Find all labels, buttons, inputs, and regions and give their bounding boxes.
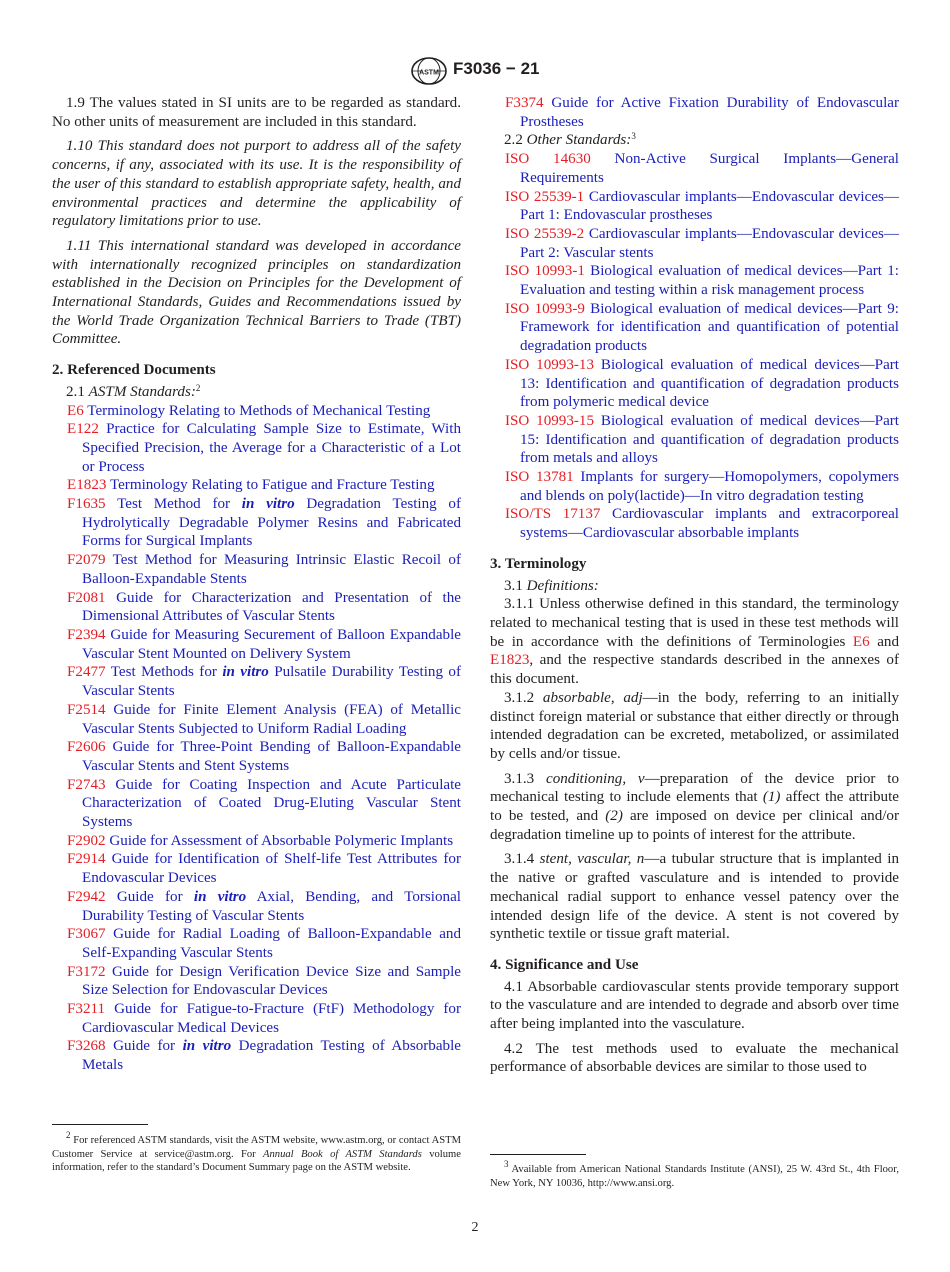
section-4-heading: 4. Significance and Use bbox=[490, 956, 639, 973]
reference-title[interactable]: Practice for Calculating Sample Size to Estimate, With Specified Precision, the Average for a Characteristic of a Lot or Process bbox=[82, 421, 461, 475]
reference-title[interactable]: Guide for Coating Inspection and Acute Particulate Characterization of Coated Drug-Eluting Vascular Stent Systems bbox=[82, 776, 461, 831]
reference-item[interactable] bbox=[52, 1037, 461, 1074]
paragraph-3-1-4: 3.1.4 stent, vascular, n—a tubular structure that is implanted in the native or grafted vasculature and is intended to provide mechanical radial support to enhance vessel patency over the intended design life of the device. A stent is not covered by synthetic textile or tissue graft material. bbox=[490, 851, 899, 943]
reference-item[interactable] bbox=[490, 300, 899, 356]
paragraph-4-1: 4.1 Absorbable cardiovascular stents provide temporary support to the vasculature and are intended to degrade and absorb over time after being implanted into the vasculature. bbox=[490, 978, 899, 1033]
reference-title[interactable]: Guide for Fatigue-to-Fracture (FtF) Methodology for Cardiovascular Medical Devices bbox=[82, 1001, 461, 1036]
reference-code[interactable]: E6 bbox=[67, 402, 84, 419]
reference-code[interactable]: ISO 10993-13 bbox=[505, 356, 595, 373]
page-header bbox=[0, 58, 950, 82]
reference-code[interactable]: ISO/TS 17137 bbox=[505, 506, 601, 523]
footnote-3: $^3$ Available from American National Standards Institute (ANSI), 25 W. 43rd St., 4th Floor, New York, NY 10036, http://www.ansi.org. bbox=[490, 1159, 899, 1189]
reference-code[interactable]: E122 bbox=[67, 421, 99, 438]
reference-code[interactable]: F3067 bbox=[67, 926, 106, 943]
reference-code[interactable]: F2514 bbox=[67, 701, 106, 718]
reference-item[interactable] bbox=[52, 776, 461, 832]
reference-title[interactable]: Guide for Finite Element Analysis (FEA) of Metallic Vascular Stents Subjected to Uniform Radial Loading bbox=[82, 701, 461, 737]
reference-title[interactable]: Guide for Measuring Securement of Balloon Expandable Vascular Stent Mounted on Delivery System bbox=[82, 626, 461, 662]
reference-code[interactable]: ISO 25539-1 bbox=[505, 188, 585, 205]
reference-code[interactable]: F1635 bbox=[67, 496, 106, 513]
reference-code[interactable]: F2914 bbox=[67, 851, 106, 868]
reference-code[interactable]: F3211 bbox=[67, 1001, 106, 1018]
reference-item[interactable] bbox=[52, 925, 461, 962]
reference-title[interactable]: Terminology Relating to Fatigue and Fracture Testing bbox=[109, 477, 435, 494]
reference-item[interactable] bbox=[490, 468, 899, 505]
svg-text:ASTM: ASTM bbox=[419, 69, 439, 77]
reference-title[interactable]: Guide for Radial Loading of Balloon-Expandable and Self-Expanding Vascular Stents bbox=[82, 926, 461, 961]
reference-item[interactable] bbox=[52, 663, 461, 700]
paragraph-3-1-3: 3.1.3 conditioning, v—preparation of the device prior to mechanical testing to include elements that (1) affect the attribute to be tested, and (2) are imposed on device per clinical and/or degradation timeline up to points of interest for the attribute. bbox=[490, 770, 900, 843]
standard-designation: F3036 − 21 bbox=[453, 59, 540, 78]
reference-item[interactable] bbox=[52, 476, 461, 495]
reference-item[interactable] bbox=[490, 412, 899, 468]
reference-title[interactable]: Guide for in vitro Axial, Bending, and Torsional Durability Testing of Vascular Stents bbox=[82, 888, 461, 924]
reference-item[interactable] bbox=[490, 150, 899, 187]
astm-reference-list bbox=[52, 402, 461, 1075]
right-column bbox=[490, 94, 899, 1077]
reference-item[interactable] bbox=[490, 505, 899, 542]
reference-title[interactable]: Biological evaluation of medical devices—Part 9: Framework for identification and quantification of potential degradation products bbox=[520, 300, 899, 355]
reference-item[interactable] bbox=[490, 262, 899, 299]
reference-item[interactable] bbox=[52, 402, 461, 421]
left-column bbox=[52, 94, 461, 1075]
reference-item[interactable]: F3374 Guide for Active Fixation Durability of Endovascular Prostheses bbox=[505, 95, 899, 130]
reference-code[interactable]: F2606 bbox=[67, 739, 106, 756]
reference-code[interactable]: ISO 10993-1 bbox=[505, 263, 585, 280]
reference-code[interactable]: F2902 bbox=[67, 832, 106, 849]
reference-title[interactable]: Test Methods for in vitro Pulsatile Durability Testing of Vascular Stents bbox=[82, 664, 461, 700]
reference-item[interactable] bbox=[52, 626, 461, 663]
reference-title[interactable]: Guide for Identification of Shelf-life Test Attributes for Endovascular Devices bbox=[82, 851, 461, 887]
reference-code[interactable]: ISO 10993-15 bbox=[505, 412, 595, 429]
reference-title[interactable]: Test Method for Measuring Intrinsic Elastic Recoil of Balloon-Expandable Stents bbox=[82, 552, 461, 587]
reference-code[interactable]: E1823 bbox=[67, 477, 107, 494]
footnote-divider-right bbox=[490, 1154, 586, 1155]
reference-title[interactable]: Biological evaluation of medical devices—Part 13: Identification and quantification of degradation products from polymeric medical device bbox=[520, 356, 899, 411]
reference-code[interactable]: F2477 bbox=[67, 664, 106, 681]
reference-title[interactable]: Cardiovascular implants and extracorporeal systems—Cardiovascular absorbable implants bbox=[520, 506, 900, 542]
reference-code[interactable]: F3268 bbox=[67, 1038, 106, 1055]
reference-item[interactable] bbox=[52, 850, 461, 887]
reference-item[interactable] bbox=[52, 963, 461, 1000]
reference-item[interactable] bbox=[490, 225, 899, 262]
reference-code[interactable]: F2079 bbox=[67, 552, 106, 569]
reference-title[interactable]: Terminology Relating to Methods of Mechanical Testing bbox=[87, 402, 431, 419]
reference-title[interactable]: Cardiovascular implants—Endovascular devices—Part 1: Endovascular prostheses bbox=[520, 188, 899, 224]
reference-item[interactable] bbox=[52, 888, 461, 925]
reference-title[interactable]: Test Method for in vitro Degradation Testing of Hydrolytically Degradable Polymer Resins and Fabricated Forms for Surgical Implants bbox=[82, 496, 461, 550]
reference-title[interactable]: Biological evaluation of medical devices—Part 15: Identification and quantification of degradation products from metals and alloys bbox=[520, 412, 899, 467]
reference-title[interactable]: Implants for surgery—Homopolymers, copolymers and blends on poly(lactide)—In vitro degradation testing bbox=[520, 469, 899, 504]
link-e1823[interactable]: E1823 bbox=[490, 652, 530, 669]
reference-title[interactable]: Guide for Design Verification Device Size and Sample Size Selection for Endovascular Devices bbox=[82, 963, 461, 999]
reference-title[interactable]: Guide for Characterization and Presentation of the Dimensional Attributes of Vascular Stents bbox=[82, 589, 461, 625]
reference-title[interactable]: Guide for Three-Point Bending of Balloon-Expandable Vascular Stents and Stent Systems bbox=[82, 739, 461, 774]
footnote-divider bbox=[52, 1124, 148, 1125]
reference-title[interactable]: Cardiovascular implants—Endovascular devices—Part 2: Vascular stents bbox=[520, 225, 899, 261]
paragraph-3-1-2: 3.1.2 absorbable, adj—in the body, referring to an initially distinct foreign material or substance that either directly or through intended degradation can be excreted, metabolized, or assimilated by cells and/or tissue. bbox=[490, 689, 899, 762]
paragraph-1-10: 1.10 This standard does not purport to address all of the safety concerns, if any, associated with its use. It is the responsibility of the user of this standard to establish appropriate safety, health, and environmental practices and determine the applicability of regulatory limitations prior to use. bbox=[52, 138, 461, 230]
footnote-2: $^2$ For referenced ASTM standards, visit the ASTM website, www.astm.org, or contact ASTM Customer Service at service@astm.org. For Annual Book of ASTM Standards volume information, refer to the standard’s Document Summary page on the ASTM website. bbox=[52, 1130, 462, 1174]
paragraph-1-9: 1.9 The values stated in SI units are to be regarded as standard. No other units of measurement are included in this standard. bbox=[52, 95, 461, 130]
reference-title[interactable]: Guide for in vitro Degradation Testing of Absorbable Metals bbox=[82, 1038, 461, 1074]
paragraph-1-11: 1.11 This international standard was developed in accordance with internationally recognized principles on standardization established in the Decision on Principles for the Development of International Standards, Guides and Recommendations issued by the World Trade Organization Technical Barriers to Trade (TBT) Committee. bbox=[52, 237, 461, 348]
reference-item[interactable] bbox=[52, 1000, 461, 1037]
reference-item[interactable] bbox=[52, 420, 461, 476]
astm-standards-label: 2.1 ASTM Standards:$^2$ bbox=[66, 382, 201, 400]
reference-code[interactable]: ISO 14630 bbox=[505, 151, 591, 168]
reference-code[interactable]: F2942 bbox=[67, 888, 106, 905]
reference-title[interactable]: Guide for Assessment of Absorbable Polymeric Implants bbox=[109, 832, 454, 849]
reference-title[interactable]: Non-Active Surgical Implants—General Requirements bbox=[520, 151, 899, 186]
reference-title[interactable]: Biological evaluation of medical devices—Part 1: Evaluation and testing within a risk management process bbox=[520, 263, 899, 299]
reference-item[interactable] bbox=[490, 188, 899, 225]
section-3-heading: 3. Terminology bbox=[490, 555, 587, 572]
reference-code[interactable]: F3172 bbox=[67, 963, 106, 980]
link-e6[interactable]: E6 bbox=[852, 633, 870, 650]
iso-reference-list bbox=[490, 150, 899, 543]
astm-logo-icon bbox=[410, 56, 448, 86]
reference-item[interactable] bbox=[490, 356, 899, 412]
reference-item[interactable] bbox=[52, 495, 461, 551]
reference-item[interactable] bbox=[52, 832, 461, 851]
reference-code[interactable]: F2743 bbox=[67, 776, 106, 793]
definitions-label: 3.1 Definitions: bbox=[504, 577, 599, 594]
page-number: 2 bbox=[471, 1220, 479, 1235]
reference-item[interactable] bbox=[52, 738, 461, 775]
reference-code[interactable]: F2394 bbox=[67, 626, 106, 643]
reference-code[interactable]: ISO 25539-2 bbox=[505, 225, 585, 242]
reference-code[interactable]: F2081 bbox=[67, 589, 106, 606]
other-standards-label: 2.2 Other Standards:$^3$ bbox=[504, 131, 636, 149]
paragraph-4-2: 4.2 The test methods used to evaluate the mechanical performance of absorbable devices are similar to those used to bbox=[490, 1040, 899, 1076]
reference-item[interactable] bbox=[52, 551, 461, 588]
reference-item[interactable] bbox=[52, 701, 461, 738]
section-2-heading: 2. Referenced Documents bbox=[52, 362, 216, 379]
reference-code[interactable]: ISO 10993-9 bbox=[505, 300, 585, 317]
reference-code[interactable]: ISO 13781 bbox=[505, 469, 574, 486]
paragraph-3-1-1: 3.1.1 Unless otherwise defined in this standard, the terminology related to mechanical testing that is used in these test methods will be in accordance with the definitions of Terminologies E6 and E1823, and the respective standards described in the annexes of this document. bbox=[490, 596, 899, 688]
reference-item[interactable] bbox=[52, 589, 461, 626]
